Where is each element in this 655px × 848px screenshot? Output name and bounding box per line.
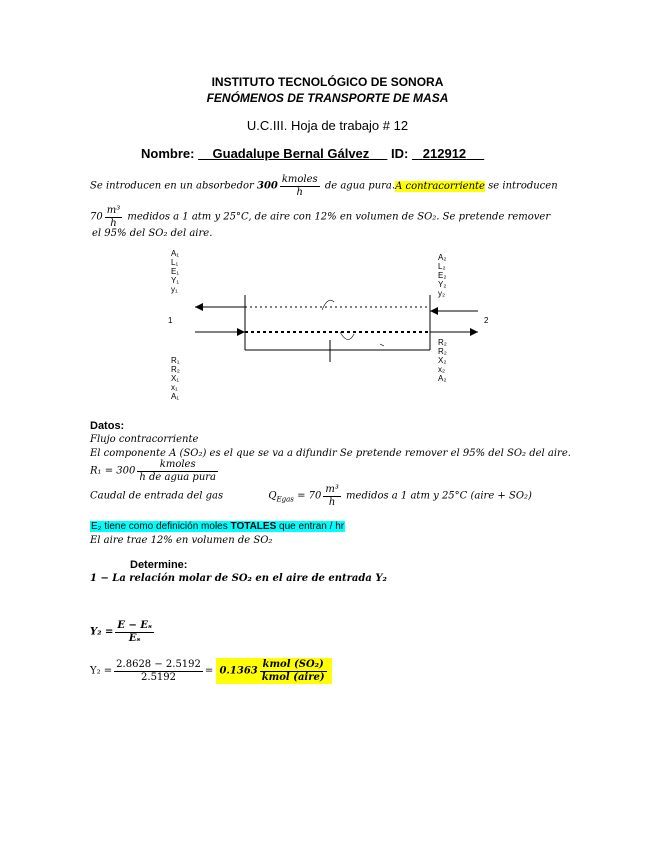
right-top-labels: A₂ L₂ E₂ Y₂ y₂ — [438, 253, 447, 298]
right-bottom-labels: R₂ R₂ X₂ x₂ A₂ — [438, 338, 447, 383]
left-top-labels: A₁ L₁ E₁ Y₁ y₁ — [171, 249, 180, 294]
equation-1: Y₂ = $\frac{\text{E − Eₛ}}{\text{Eₛ}}$ — [90, 620, 152, 644]
absorber-diagram — [0, 240, 655, 410]
id-label: ID: — [390, 146, 412, 161]
problem-line-3: el 95% del SO₂ del aire. — [92, 228, 213, 239]
sketch-mark-3 — [380, 344, 384, 346]
problem-line-1: Se introducen en un absorbedor 300 $\frac{\text{kmoles}}{h}$ de agua pura.A contracorriente se introducen — [90, 174, 558, 198]
datos-r1: R₁ = 300 $\frac{\text{kmoles}}{\text{h de agua pura}}$ — [90, 459, 217, 483]
liquid-inlet-arrow — [237, 328, 245, 336]
institution-title: INSTITUTO TECNOLÓGICO DE SONORA — [211, 75, 444, 89]
result-highlight: 0.1363 $\frac{\text{kmol (SO₂)}}{\text{kmol (aire)}}$ — [216, 658, 331, 684]
worksheet-title: U.C.III. Hoja de trabajo # 12 — [246, 118, 409, 133]
datos-line-2: El componente A (SO₂) es el que se va a difundir Se pretende remover el 95% del SO₂ del aire. — [90, 448, 571, 459]
datos-line-1: Flujo contracorriente — [90, 434, 199, 445]
name-line — [141, 146, 484, 161]
gas-inlet-arrow — [430, 307, 438, 315]
sketch-mark-1 — [322, 300, 334, 310]
question-1: 1 − La relación molar de SO₂ en el aire de entrada Y₂ — [90, 573, 387, 584]
equation-2: Y₂ = $\frac{2.8628 - 2.5192}{2.5192}$ = 0.1363 $\frac{\text{kmol (SO₂)}}{\text{kmol (aire)}}$ — [90, 658, 332, 684]
left-bottom-labels: R₁ R₂ X₁ x₁ A₁ — [171, 356, 180, 401]
sketch-mark-2 — [340, 332, 354, 340]
stream-2-label: 2 — [484, 316, 489, 325]
counterflow-highlight: A contracorriente — [395, 180, 485, 192]
liquid-outlet-arrow — [470, 328, 478, 336]
datos-title: Datos: — [90, 420, 125, 432]
e2-definition: E₂ tiene como definición moles TOTALES que entran / hr — [91, 521, 345, 532]
air-composition: El aire trae 12% en volumen de SO₂ — [90, 535, 273, 546]
stream-1-label: 1 — [168, 316, 173, 325]
id-value: 212912 — [422, 146, 467, 161]
course-title: FENÓMENOS DE TRANSPORTE DE MASA — [206, 91, 449, 105]
gas-outlet-arrow — [195, 303, 203, 311]
determine-title: Determine: — [130, 559, 188, 571]
result-value: 0.1363 — [219, 665, 258, 677]
name-value: Guadalupe Bernal Gálvez — [212, 146, 370, 161]
datos-flow: Caudal de entrada del gas $Q_{Egas} = 70$ $\frac{\text{m³}}{h}$ medidos a 1 atm y 25°C (aire + SO₂) — [90, 484, 532, 508]
name-label: Nombre: — [141, 146, 199, 161]
problem-line-2: 70 $\frac{\text{m³}}{h}$ medidos a 1 atm y 25°C, de aire con 12% en volumen de SO₂. Se pretende remover — [90, 205, 551, 229]
